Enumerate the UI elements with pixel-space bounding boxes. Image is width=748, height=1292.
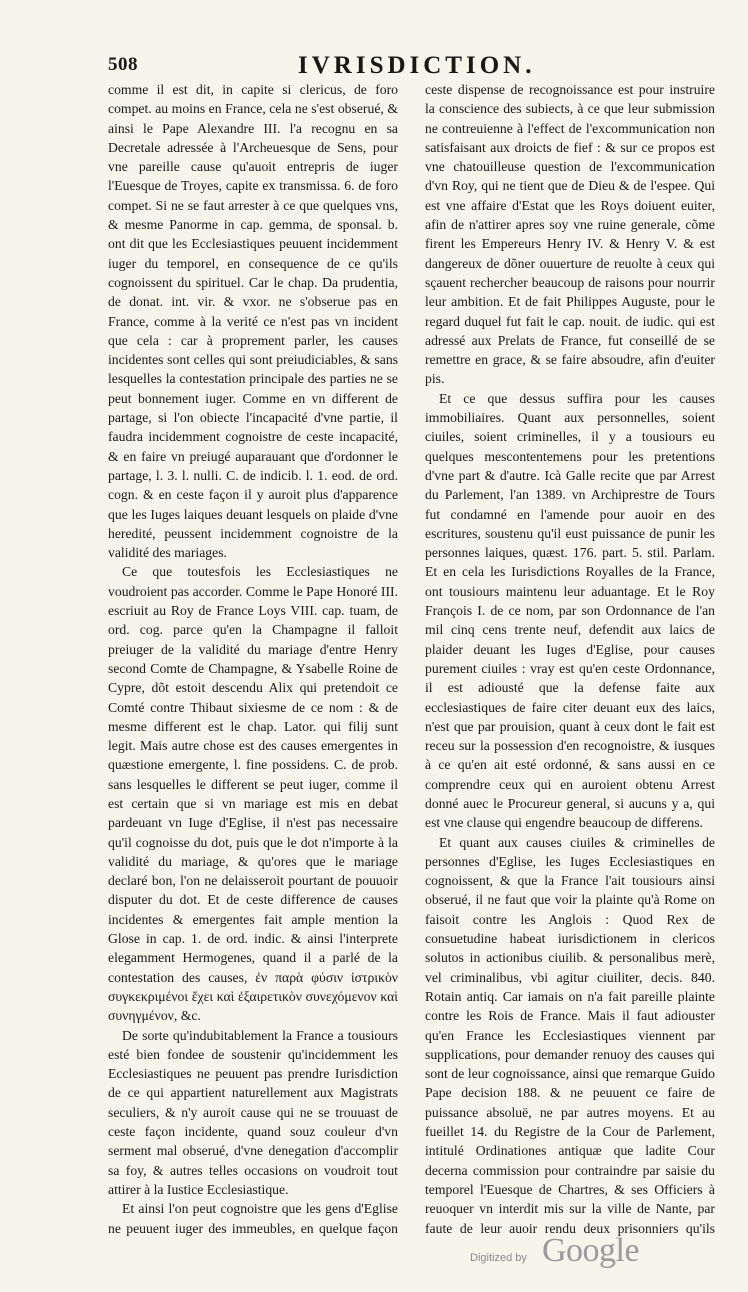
- left-column: [108, 80, 398, 1240]
- paragraph: ceste dispense de recognoissance est pour instruire la conscience des subiects, à ce que leur submission ne contreuienne à l'effect de l'excommunication non satisfaisant aux droicts de fief : & sur ce propos est vne chatouilleuse question de l'excommunication d'vn Roy, qui ne tient que de Dieu & de l'espee. Qui est vne affaire d'Estat que les Roys doiuent euiter, afin de n'attirer apres soy vne ruine generale, cõme firent les Empereurs Henry IV. & Henry V. & est dangereux de dõner ouuerture de reuolte à ceux qui sçauent rechercher beaucoup de raisons pour nourrir leur ambition. Et de fait Philippes Auguste, pour le regard duquel fut fait le cap. nouit. de iudic. qui est adressé aux Prelats de France, fut conseillé de se remettre en grace, & se faire absoudre, afin d'euiter pis.: [425, 82, 715, 387]
- paragraph: Et ce que dessus suffira pour les causes immobiliaires. Quant aux personnelles, soient ciuiles, soient criminelles, il y a tousiours eu quelques mescontentemens pour les pretentions d'vne part & d'autre. Icà Galle recite que par Arrest du Parlement, l'an 1389. vn Archiprestre de Tours fut condamné en l'amende pour auoir en des escritures, soustenu qu'il eust puissance de punir les personnes laiques, quæst. 176. part. 5. stil. Parlam. Et en cela les Iurisdictions Royalles de la France, ont tousiours maintenu leur aduantage. Et le Roy François I. de ce nom, par son Ordonnance de l'an mil cinq cens trente neuf, defendit aux laics de plaider deuant les Iuges d'Eglise, pour causes purement ciuiles : vray est qu'en ceste Ordonnance, il est adiousté que la defense faite aux ecclesiastiques de faire citer deuant eux des laics, n'est que par prouision, quant à ceux dont le fait est receu sur la possession d'en recognoistre, & iusques à ce qu'en ait esté ordonné, & sans aussi en ce comprendre ceux qui en auroient obtenu Arrest donné auec le Procureur general, si aucuns y a, qui est vne clause qui engendre beaucoup de differens.: [425, 390, 715, 831]
- digitized-watermark: [470, 1232, 700, 1282]
- page-number: 508: [108, 54, 138, 75]
- google-logo: Google: [542, 1232, 640, 1269]
- paragraph: Et quant aux causes ciuiles & criminelles de personnes d'Eglise, les Iuges Ecclesiastiques en cognoissent, & que la France l'ait tousiours ainsi obserué, il ne faut que voir la plainte qu'à Rome on faisoit contre les Anglois : Quod Rex de consuetudine habeat iurisdictionem in clericos solutos in actionibus ciuilib. & personalibus merè, vel criminalibus, vbi agitur ciuiliter, decis. 840. Rotain antiq. Car iamais on n'a fait pareille plainte contre les Rois de France. Mais il faut adiouster qu'en France les Ecclesiastiques viennent par supplications, pour demander renuoy des causes qui sont de leur cognoissance, ainsi que remarque Guido Pape decision 188. & ne peuuent ce faire de puissance absoluë, ne par autres moyens. Et au fueillet 14. du Registre de la Cour de Parlement, intitulé Ordinationes antiquæ que ladite Cour decerna commission pour contraindre par saisie du temporel l'Euesque de Chartres, & ses Officiers à reuoquer vn interdit mis sur la ville de Nante, par faute de leur auoir rendu deux prisonniers qu'ils: [425, 834, 715, 1236]
- right-column: [425, 80, 715, 1240]
- page-header: [108, 52, 708, 80]
- paragraph: De sorte qu'indubitablement la France a tousiours esté bien fondee de soustenir qu'incidemment les Ecclesiastiques ne peuuent pas prendre Iurisdiction de ce qui appartient naturellement aux Magistrats seculiers, & n'y auroit cause qui ne se trouuast de ceste façon incidente, quand souz couleur d'vn serment mal obserué, d'vne denegation d'accomplir sa foy, & autres telles occasions on voudroit tout attirer à la Iustice Ecclesiastique.: [108, 1027, 398, 1197]
- running-title: IVRISDICTION.: [298, 52, 536, 79]
- digitized-by-label: Digitized by: [470, 1252, 527, 1264]
- paragraph: Et ainsi l'on peut cognoistre que les gens d'Eglise ne peuuent iuger des immeubles, en quelque façon: [108, 1201, 398, 1236]
- paragraph: comme il est dit, in capite si clericus, de foro compet. au moins en France, cela ne s'est obserué, & ainsi le Pape Alexandre III. l'a recognu en sa Decretale adressée à l'Archeuesque de Sens, pour vne pareille cause qu'auoit entrepris de iuger l'Euesque de Troyes, capite ex transmissa. 6. de foro compet. Si ne se faut arrester à ce que quelques vns, & mesme Panorme in cap. gemma, de sponsal. b. ont dit que les Ecclesiastiques peuuent incidemment iuger du temporel, en consequence de ce qu'ils cognoissent du spirituel. Car le chap. Da prudentia, de donat. int. vir. & vxor. ne s'obserue pas en France, comme à la verité ce n'est pas vn incident que cela : car à proprement parler, les causes incidentes sont celles qui sont preiudiciables, & sans lesquelles la contestation principale des parties ne se peut bonnement iuger. Comme en vn different de partage, si l'on obiecte l'incapacité d'vne partie, il faudra incidemment cognoistre de ceste incapacité, & en faire vn preiugé auparauant que d'ordonner le partage, l. 3. l. nulli. C. de indicib. l. 1. eod. de ord. cogn. & en ceste façon il y auroit plus d'apparence que les Iuges laiques deuant lesquels on plaide d'vne heredité, peussent incidemment cognoistre de la validité des mariages.: [108, 82, 398, 561]
- paragraph: Ce que toutesfois les Ecclesiastiques ne voudroient pas accorder. Comme le Pape Honoré III. escriuit au Roy de France Loys VIII. cap. tuam, de ord. cog. parce qu'en la Champagne il falloit preiuger de la validité du mariage d'entre Henry second Comte de Champagne, & Ysabelle Roine de Cypre, dõt estoit descendu Alix qui pretendoit ce Comté contre Thibaut sixiesme de ce nom : & de mesme different est le chap. Lator. qui filij sunt legit. Mais autre chose est des causes emergentes in quæstione emergente, l. fine possidens. C. de prob. sans lesquelles le different se peut iuger, comme il est certain que si vn mariage est mis en debat pardeuant vn Iuge d'Eglise, il n'est pas necessaire qu'il cognoisse du dot, puis que le dot n'importe à la validité du mariage, & qu'ores que le mariage declaré bon, l'on ne delaisseroit pourtant de pouuoir disputer du dot. Et de ceste difference de causes incidentes & emergentes fait ample mention la Glose in cap. 1. de ord. indic. & ainsi l'interprete elegamment Hermogenes, quand il a parlé de la contestation des causes, ἐν παρὰ φύσιν ἰστρικὸν συγκεκριμένοι ἔχει καὶ ἐξαιρετικὸν συνεχόμενον καὶ συνηγμένον, &c.: [108, 564, 398, 1024]
